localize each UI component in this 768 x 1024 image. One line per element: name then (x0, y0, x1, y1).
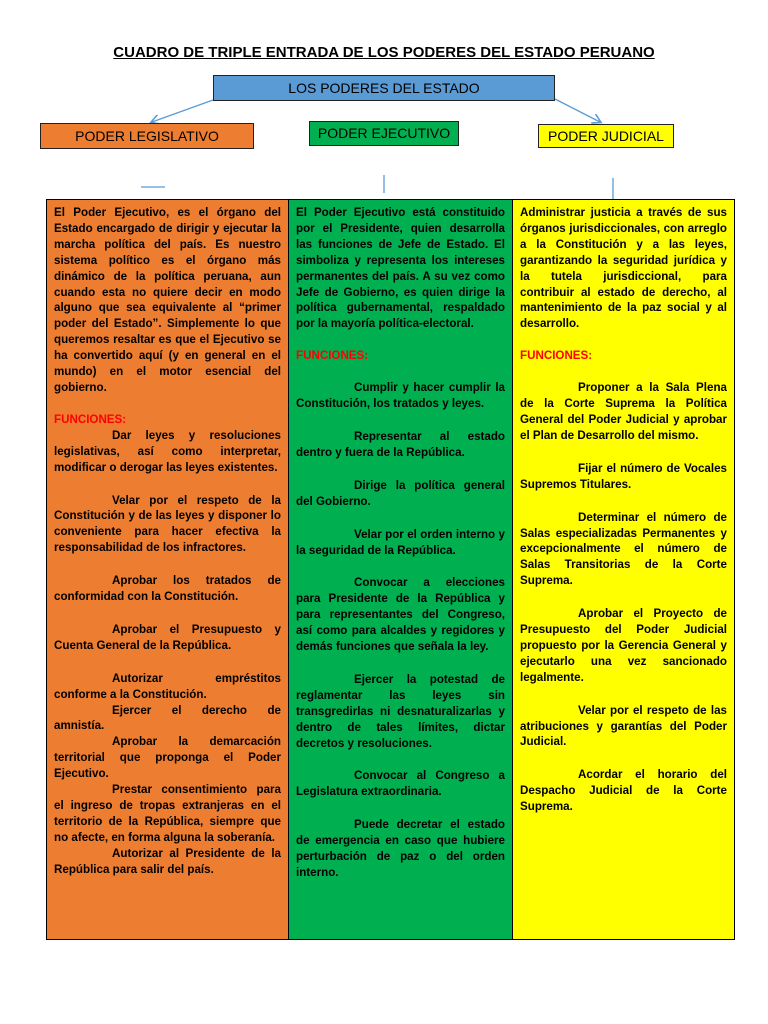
list-item: Velar por el respeto de la Constitución y de las leyes y disponer lo conveniente para hacer efectiva la responsabilidad de los infractores. (54, 493, 281, 555)
column-ejecutivo (289, 200, 513, 939)
list-item: Representar al estado dentro y fuera de la República. (296, 429, 505, 459)
list-item: Cumplir y hacer cumplir la Constitución, los tratados y leyes. (296, 381, 505, 411)
list-item: Aprobar la demarcación territorial que proponga el Poder Ejecutivo. (54, 735, 281, 781)
list-item: Determinar el número de Salas especializadas Permanentes y excepcionalmente el número de Salas Transitorias de la Corte Suprema. (520, 510, 727, 588)
list-item: Autorizar empréstitos conforme a la Constitución. (54, 671, 281, 701)
list-item: Acordar el horario del Despacho Judicial de la Corte Suprema. (520, 768, 727, 814)
list-item: Ejercer el derecho de amnistía. (54, 703, 281, 733)
legislativo-funciones-label: FUNCIONES: (54, 412, 127, 426)
column-legislativo (47, 200, 289, 939)
ejecutivo-node: PODER EJECUTIVO (309, 121, 459, 146)
list-item: Autorizar al Presidente de la República para salir del país. (54, 846, 281, 876)
column-judicial (513, 200, 734, 939)
list-item: Aprobar el Proyecto de Presupuesto del Poder Judicial propuesto por la Gerencia General y ejecutarlo una vez sancionado legalmente. (520, 607, 727, 684)
page-title: CUADRO DE TRIPLE ENTRADA DE LOS PODERES DEL ESTADO PERUANO (113, 44, 655, 61)
list-item: Convocar a elecciones para Presidente de la República y para representantes del Congreso, así como para alcaldes y regidores y demás funciones que señala la ley. (296, 576, 505, 654)
powers-table (46, 199, 735, 940)
legislativo-description: El Poder Ejecutivo, es el órgano del Estado encargado de dirigir y ejecutar la marcha política del país. Es nuestro sistema político es el órgano más dinámico de la política peruana, aun cuando esta no quiere decir en modo alguno que sea equivalente al “primer poder del Estado”. Simplemente lo que queremos resaltar es que el Ejecutivo se ha convertido aquí (y en general en el mundo) en el motor esencial del gobierno. (54, 206, 281, 394)
judicial-funciones-list (520, 380, 727, 815)
ejecutivo-funciones-list (296, 380, 505, 881)
list-item: Puede decretar el estado de emergencia en caso que hubiere perturbación de paz o del orden interno. (296, 818, 505, 879)
judicial-description: Administrar justicia a través de sus órganos jurisdiccionales, con arreglo a la Constitución y a las leyes, garantizando la seguridad jurídica y la tutela jurisdiccional, para contribuir al estado de derecho, al mantenimiento de la paz social y al desarrollo. (520, 206, 727, 331)
arrow-to-judicial (555, 99, 600, 122)
list-item: Convocar al Congreso a Legislatura extraordinaria. (296, 769, 505, 799)
legislativo-node: PODER LEGISLATIVO (40, 123, 254, 149)
judicial-funciones-label: FUNCIONES: (520, 349, 593, 363)
list-item: Aprobar el Presupuesto y Cuenta General de la República. (54, 622, 281, 652)
list-item: Velar por el respeto de las atribuciones y garantías del Poder Judicial. (520, 703, 727, 749)
list-item: Aprobar los tratados de conformidad con la Constitución. (54, 574, 281, 604)
ejecutivo-description: El Poder Ejecutivo está constituido por el Presidente, quien desarrolla las funciones de Jefe de Estado. El simboliza y representa los intereses permanentes del país. A su vez como Jefe de Gobierno, es quien dirige la política gubernamental, respaldado por la mayoría política-electoral. (296, 206, 505, 331)
arrow-to-legislativo (152, 100, 213, 122)
list-item: Proponer a la Sala Plena de la Corte Suprema la Política General del Poder Judicial y aprobar el Plan de Desarrollo del mismo. (520, 381, 727, 442)
list-item: Velar por el orden interno y la seguridad de la República. (296, 527, 505, 557)
list-item: Prestar consentimiento para el ingreso de tropas extranjeras en el territorio de la República, siempre que no afecte, en forma alguna la soberanía. (54, 783, 281, 844)
legislativo-funciones-list (54, 428, 281, 878)
ejecutivo-funciones-label: FUNCIONES: (296, 349, 369, 363)
list-item: Fijar el número de Vocales Supremos Titulares. (520, 461, 727, 491)
judicial-node: PODER JUDICIAL (538, 124, 674, 148)
list-item: Dirige la política general del Gobierno. (296, 478, 505, 508)
root-node: LOS PODERES DEL ESTADO (213, 75, 555, 101)
list-item: Dar leyes y resoluciones legislativas, así como interpretar, modificar o derogar las leyes existentes. (54, 428, 281, 474)
list-item: Ejercer la potestad de reglamentar las leyes sin transgredirlas ni desnaturalizarlas y dentro de tales límites, dictar decretos y resoluciones. (296, 672, 505, 750)
